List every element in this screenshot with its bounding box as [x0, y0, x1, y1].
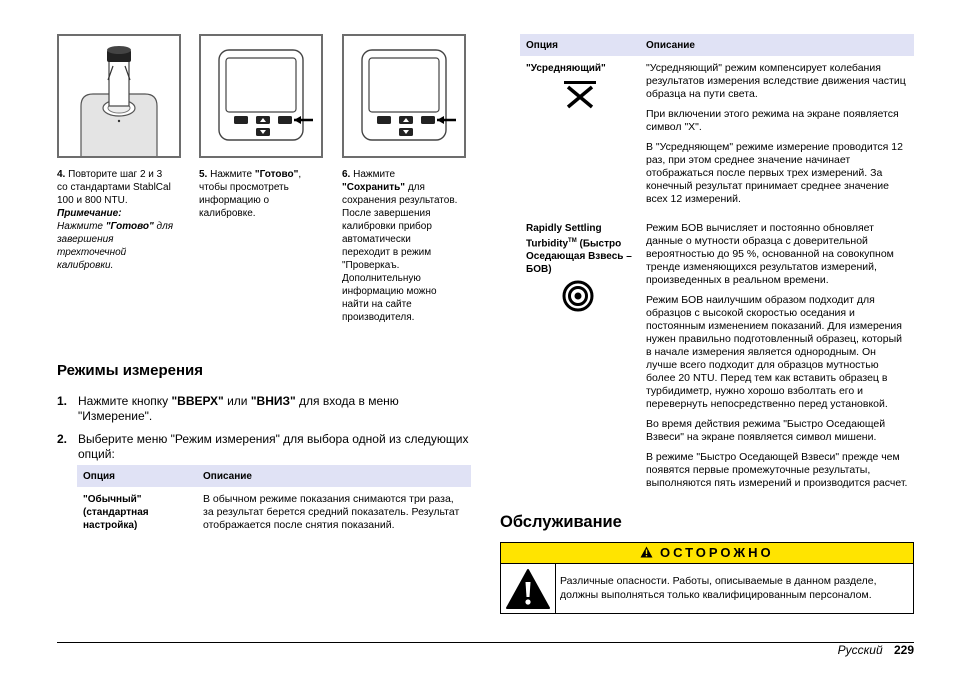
column-header-option: Опция — [520, 34, 640, 56]
list-item — [57, 432, 469, 462]
step-number: 4. — [57, 169, 66, 180]
section-title-modes: Режимы измерения — [57, 362, 203, 379]
option-name-translation: (Быстро Оседающая Взвесь – БОВ) — [526, 238, 632, 276]
footer-language: Русский — [837, 643, 883, 657]
target-icon — [562, 280, 594, 312]
step-6-caption — [342, 168, 460, 324]
step-number: 5. — [199, 169, 208, 180]
step-number: 1. — [57, 394, 68, 408]
description-cell: В обычном режиме показания снимаются три раза, за результат берется средний показатель. Результат отображается после снятия показаний. — [203, 493, 460, 531]
down-key-label: "ВНИЗ" — [250, 394, 296, 408]
warning-header — [501, 543, 913, 564]
note-suffix: для завершения трехточечной калибровки. — [57, 221, 174, 271]
description-paragraph: В режиме "Быстро Оседающей Взвеси" прежде чем появятся первые промежуточные результаты, выполняются пять измерений и производится расчет. — [646, 451, 908, 489]
up-key-label: "ВВЕРХ" — [171, 394, 224, 408]
step-suffix: , чтобы просмотреть информацию о калибровке. — [199, 169, 302, 219]
description-paragraph: "Усредняющий" режим компенсирует колебания результатов измерения вследствие движения частиц образца на пути света. — [646, 62, 906, 100]
page-footer — [838, 643, 914, 657]
step-number: 2. — [57, 432, 68, 446]
option-name: "Усредняющий" — [526, 63, 606, 74]
table-row — [520, 56, 914, 213]
step-mid: или — [227, 394, 248, 408]
step-4-caption — [57, 168, 175, 272]
table-row — [77, 487, 471, 532]
mode-steps-list — [57, 394, 469, 470]
figure-save-button — [342, 34, 466, 158]
description-paragraph: При включении этого режима на экране появляется символ "X". — [646, 108, 899, 133]
description-cell — [640, 213, 914, 497]
figure-insert-standard — [57, 34, 181, 158]
footer-rule — [57, 642, 914, 643]
warning-box — [500, 542, 914, 614]
table-row — [520, 213, 914, 497]
warning-icon-cell — [501, 564, 556, 614]
step-key: "Сохранить" — [342, 182, 406, 193]
warning-small-icon — [640, 546, 653, 558]
option-cell — [520, 56, 640, 213]
description-cell — [640, 56, 914, 213]
step-text: Выберите меню "Режим измерения" для выбора одной из следующих опций: — [78, 432, 469, 461]
option-cell: "Обычный" (стандартная настройка) — [83, 494, 149, 531]
table-header-row — [520, 34, 914, 56]
step-prefix: Нажмите кнопку — [78, 394, 169, 408]
description-paragraph: Во время действия режима "Быстро Оседающей Взвеси" на экране появляется символ мишени. — [646, 418, 886, 443]
step-suffix: для сохранения результатов. После завершения калибровки прибор автоматически переходит в режим "Проверкаъ. Дополнительную информацию можно найти на сайте производителя. — [342, 182, 458, 323]
column-header-description: Описание — [640, 34, 914, 56]
column-header-option: Опция — [77, 465, 197, 487]
step-key: "Готово" — [254, 169, 299, 180]
description-paragraph: В "Усредняющем" режиме измерение проводится 12 раз, при этом среднее значение начинает отображаться после первых трех измерений. За конечный результат принимает среднее значение всех 12 измерений. — [646, 141, 903, 205]
step-5-caption — [199, 168, 325, 220]
x-bar-icon — [562, 79, 598, 109]
step-prefix: Нажмите — [353, 169, 396, 180]
option-name: Rapidly Settling Turbidity — [526, 223, 602, 250]
step-suffix: для входа в меню "Измерение". — [78, 394, 399, 423]
warning-title: ОСТОРОЖНО — [660, 545, 774, 560]
note-prefix: Нажмите — [57, 221, 103, 232]
figure-done-button — [199, 34, 323, 158]
column-header-description: Описание — [197, 465, 471, 487]
warning-triangle-icon — [505, 568, 551, 610]
step-text: Повторите шаг 2 и 3 со стандартами StablCal 100 и 800 NTU. — [57, 169, 171, 206]
note-label: Примечание: — [57, 208, 122, 219]
description-paragraph: Режим БОВ наилучшим образом подходит для образцов с высокой скоростью оседания и постоянным изменением показаний. Для измерения нужен правильно подготовленный образец, который в начале измерения является однородным. Он лучше всего подходит для образцов мутностью более 20 NTU. Перед тем как вставить образец в турбидиметр, нужно хорошо взболтать его и перевернуть непосредственно перед установкой. — [646, 294, 902, 410]
note-key: "Готово" — [105, 221, 154, 232]
step-number: 6. — [342, 169, 351, 180]
table-header-row — [77, 465, 471, 487]
page-number: 229 — [893, 643, 914, 657]
option-cell — [520, 213, 640, 497]
section-title-service: Обслуживание — [500, 513, 622, 531]
trademark-mark: TM — [568, 238, 577, 244]
description-paragraph: Режим БОВ вычисляет и постоянно обновляет данные о мутности образца с доверительной вероятностью до 95 %, основанной на совокупном тренде изменяющихся результатов измерений, произведенных в реальном времени. — [646, 222, 894, 286]
warning-text: Различные опасности. Работы, описываемые в данном разделе, должны выполняться только квалифицированным персоналом. — [560, 575, 877, 601]
right-modes-table — [520, 34, 914, 497]
modes-table — [77, 465, 471, 532]
step-prefix: Нажмите — [210, 169, 253, 180]
list-item — [57, 394, 469, 424]
